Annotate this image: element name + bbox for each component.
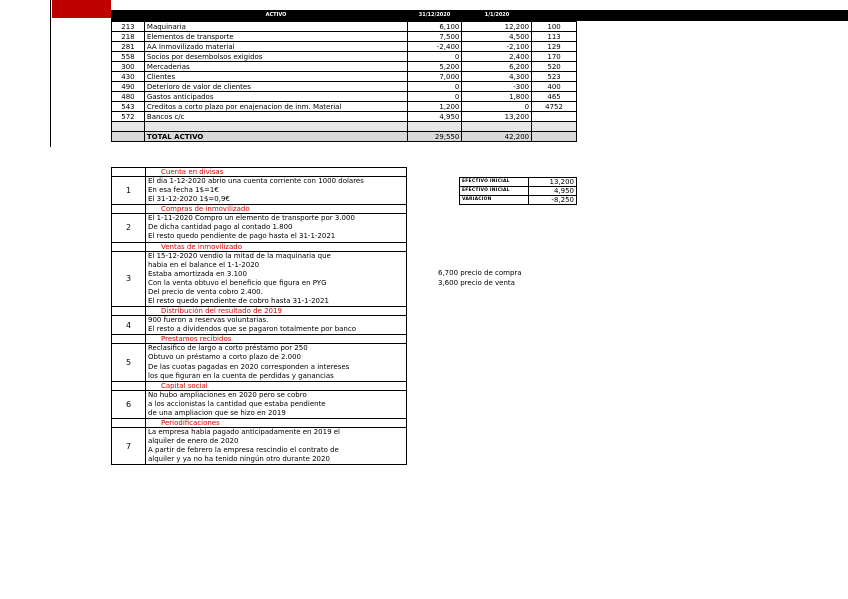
asset-extra: 170 — [532, 52, 577, 62]
note-line: Estaba amortizada en 3.100 — [148, 269, 247, 278]
note-line: Reclasifico de largo a corto préstamo por 250 — [148, 344, 308, 353]
note-title: Cuenta en divisas — [146, 168, 407, 177]
note-line: alquiler y ya no ha tenido ningún otro durante 2020 — [148, 455, 330, 464]
note-line: El 1-11-2020 Compro un elemento de transporte por 3.000 — [148, 214, 355, 223]
notes-table — [111, 167, 407, 465]
note-line: El resto quedo pendiente de pago hasta el 31-1-2021 — [148, 232, 336, 241]
asset-value-2019: 0 — [462, 102, 532, 112]
side-note-sale-price: 3,600 precio de venta — [438, 279, 515, 287]
note-line: 900 fueron a reservas voluntarias. — [148, 316, 269, 325]
asset-value-2019: 4,300 — [462, 72, 532, 82]
blank-cell — [112, 122, 145, 132]
col-header-2020: 31/12/2020 — [418, 12, 451, 18]
asset-row — [112, 32, 577, 42]
note-line: En esa fecha 1$=1€ — [148, 186, 219, 195]
assets-table — [111, 21, 577, 142]
asset-name: Creditos a corto plazo por enajenacion de inm. Material — [144, 102, 407, 112]
asset-row — [112, 52, 577, 62]
note-title-row — [112, 168, 407, 177]
note-num-spacer — [112, 418, 146, 427]
note-title-row — [112, 242, 407, 251]
asset-value-2019: 13,200 — [462, 112, 532, 122]
cash-row — [460, 187, 577, 196]
asset-value-2019: 2,400 — [462, 52, 532, 62]
blank-cell — [532, 122, 577, 132]
asset-code: 213 — [112, 22, 145, 32]
note-line: de una ampliacion que se hizo en 2019 — [148, 408, 286, 417]
asset-extra: 523 — [532, 72, 577, 82]
asset-name: Clientes — [144, 72, 407, 82]
asset-row — [112, 102, 577, 112]
note-body-row — [112, 344, 407, 381]
side-notes — [438, 268, 522, 288]
note-num-spacer — [112, 205, 146, 214]
note-line: Del precio de venta cobro 2.400. — [148, 287, 263, 296]
note-number: 7 — [112, 427, 146, 464]
note-body — [146, 427, 407, 464]
asset-row — [112, 112, 577, 122]
note-title: Prestamos recibidos — [146, 335, 407, 344]
asset-code: 218 — [112, 32, 145, 42]
note-number: 1 — [112, 177, 146, 205]
asset-extra: 520 — [532, 62, 577, 72]
asset-code: 480 — [112, 92, 145, 102]
note-body-row — [112, 316, 407, 335]
asset-value-2020: 0 — [407, 92, 462, 102]
asset-code: 490 — [112, 82, 145, 92]
cash-value: 13,200 — [529, 178, 577, 187]
asset-name: Deterioro de valor de clientes — [144, 82, 407, 92]
note-title: Compras de inmovilizado — [146, 205, 407, 214]
cash-label: EFECTIVO INICIAL — [460, 178, 529, 187]
asset-row — [112, 92, 577, 102]
note-num-spacer — [112, 307, 146, 316]
note-line: A partir de febrero la empresa rescindio el contrato de — [148, 446, 339, 455]
blank-cell — [462, 122, 532, 132]
asset-name: Elementos de transporte — [144, 32, 407, 42]
note-line: los que figuran en la cuenta de perdidas y ganancias — [148, 371, 334, 380]
asset-value-2019: 6,200 — [462, 62, 532, 72]
note-title-row — [112, 418, 407, 427]
asset-extra: 113 — [532, 32, 577, 42]
note-body-row — [112, 177, 407, 205]
cash-flow-table — [459, 177, 577, 205]
asset-code: 558 — [112, 52, 145, 62]
asset-value-2020: 7,500 — [407, 32, 462, 42]
note-number: 5 — [112, 344, 146, 381]
note-body-row — [112, 390, 407, 418]
activo-header: ACTIVO — [265, 12, 287, 18]
asset-extra: 4752 — [532, 102, 577, 112]
note-body — [146, 316, 407, 335]
left-border-line — [50, 0, 51, 147]
note-body — [146, 177, 407, 205]
side-note-purchase-price: 6,700 precio de compra — [438, 269, 522, 277]
note-body — [146, 344, 407, 381]
asset-value-2020: 5,200 — [407, 62, 462, 72]
note-title: Ventas de inmovilizado — [146, 242, 407, 251]
note-body — [146, 390, 407, 418]
note-body-row — [112, 214, 407, 242]
asset-value-2020: 4,950 — [407, 112, 462, 122]
note-line: El dia 1-12-2020 abrio una cuenta corriente con 1000 dolares — [148, 177, 364, 185]
asset-name: Socios por desembolsos exigidos — [144, 52, 407, 62]
note-number: 3 — [112, 251, 146, 307]
note-body-row — [112, 251, 407, 307]
asset-value-2020: 1,200 — [407, 102, 462, 112]
note-line: De las cuotas pagadas en 2020 corresponden a intereses — [148, 362, 350, 371]
note-line: No hubo ampliaciones en 2020 pero se cobro — [148, 390, 307, 399]
asset-code: 300 — [112, 62, 145, 72]
note-title: Capital social — [146, 381, 407, 390]
asset-value-2020: 0 — [407, 52, 462, 62]
asset-code: 572 — [112, 112, 145, 122]
asset-value-2020: -2,400 — [407, 42, 462, 52]
note-line: a los accionistas la cantidad que estaba pendiente — [148, 399, 326, 408]
note-line: El 15-12-2020 vendio la mitad de la maquinaria que — [148, 251, 331, 260]
asset-extra — [532, 112, 577, 122]
asset-row — [112, 72, 577, 82]
asset-extra: 129 — [532, 42, 577, 52]
asset-value-2020: 0 — [407, 82, 462, 92]
asset-value-2019: -2,100 — [462, 42, 532, 52]
total-empty-cell — [112, 132, 145, 142]
asset-value-2019: -300 — [462, 82, 532, 92]
note-line: El resto a dividendos que se pagaron totalmente por banco — [148, 325, 356, 334]
note-line: habia en el balance el 1-1-2020 — [148, 260, 260, 269]
total-value-2019: 42,200 — [462, 132, 532, 142]
cash-value: -8,250 — [529, 196, 577, 205]
asset-value-2020: 7,000 — [407, 72, 462, 82]
note-line: Con la venta obtuvo el beneficio que figura en PYG — [148, 278, 327, 287]
asset-value-2020: 6,100 — [407, 22, 462, 32]
cash-label: EFECTIVO INICIAL — [460, 187, 529, 196]
asset-name: Gastos anticipados — [144, 92, 407, 102]
note-line: De dicha cantidad pago al contado 1.800 — [148, 223, 293, 232]
asset-name: AA Inmovilizado material — [144, 42, 407, 52]
note-title-row — [112, 381, 407, 390]
asset-row — [112, 22, 577, 32]
cash-row — [460, 196, 577, 205]
note-number: 2 — [112, 214, 146, 242]
note-title: Distribución del resultado de 2019 — [146, 307, 407, 316]
note-body-row — [112, 427, 407, 464]
note-line: alquiler de enero de 2020 — [148, 437, 239, 446]
asset-name: Maquinaria — [144, 22, 407, 32]
blank-cell — [407, 122, 462, 132]
note-line: El resto quedo pendiente de cobro hasta 31-1-2021 — [148, 297, 329, 306]
asset-code: 543 — [112, 102, 145, 112]
asset-code: 281 — [112, 42, 145, 52]
total-value-2020: 29,550 — [407, 132, 462, 142]
note-title-row — [112, 307, 407, 316]
total-row — [112, 132, 577, 142]
asset-extra: 400 — [532, 82, 577, 92]
asset-value-2019: 4,500 — [462, 32, 532, 42]
note-body — [146, 251, 407, 307]
asset-extra: 100 — [532, 22, 577, 32]
note-num-spacer — [112, 335, 146, 344]
header-red-tab — [52, 0, 111, 18]
blank-cell — [144, 122, 407, 132]
note-title-row — [112, 205, 407, 214]
cash-label: VARIACION — [460, 196, 529, 205]
asset-code: 430 — [112, 72, 145, 82]
note-title-row — [112, 335, 407, 344]
note-num-spacer — [112, 168, 146, 177]
total-label: TOTAL ACTIVO — [144, 132, 407, 142]
asset-row — [112, 42, 577, 52]
asset-extra: 465 — [532, 92, 577, 102]
note-line: El 31-12-2020 1$=0,9€ — [148, 195, 230, 204]
asset-row — [112, 82, 577, 92]
blank-row — [112, 122, 577, 132]
cash-value: 4,950 — [529, 187, 577, 196]
note-line: Obtuvo un préstamo a corto plazo de 2.000 — [148, 353, 302, 362]
asset-name: Bancos c/c — [144, 112, 407, 122]
note-number: 4 — [112, 316, 146, 335]
note-line: La empresa habia pagado anticipadamente en 2019 el — [148, 427, 340, 436]
note-num-spacer — [112, 242, 146, 251]
asset-value-2019: 1,800 — [462, 92, 532, 102]
note-num-spacer — [112, 381, 146, 390]
note-body — [146, 214, 407, 242]
note-number: 6 — [112, 390, 146, 418]
asset-row — [112, 62, 577, 72]
asset-name: Mercaderias — [144, 62, 407, 72]
note-title: Periodificaciones — [146, 418, 407, 427]
total-empty-cell — [532, 132, 577, 142]
cash-row — [460, 178, 577, 187]
col-header-2019: 1/1/2020 — [484, 12, 510, 18]
asset-value-2019: 12,200 — [462, 22, 532, 32]
